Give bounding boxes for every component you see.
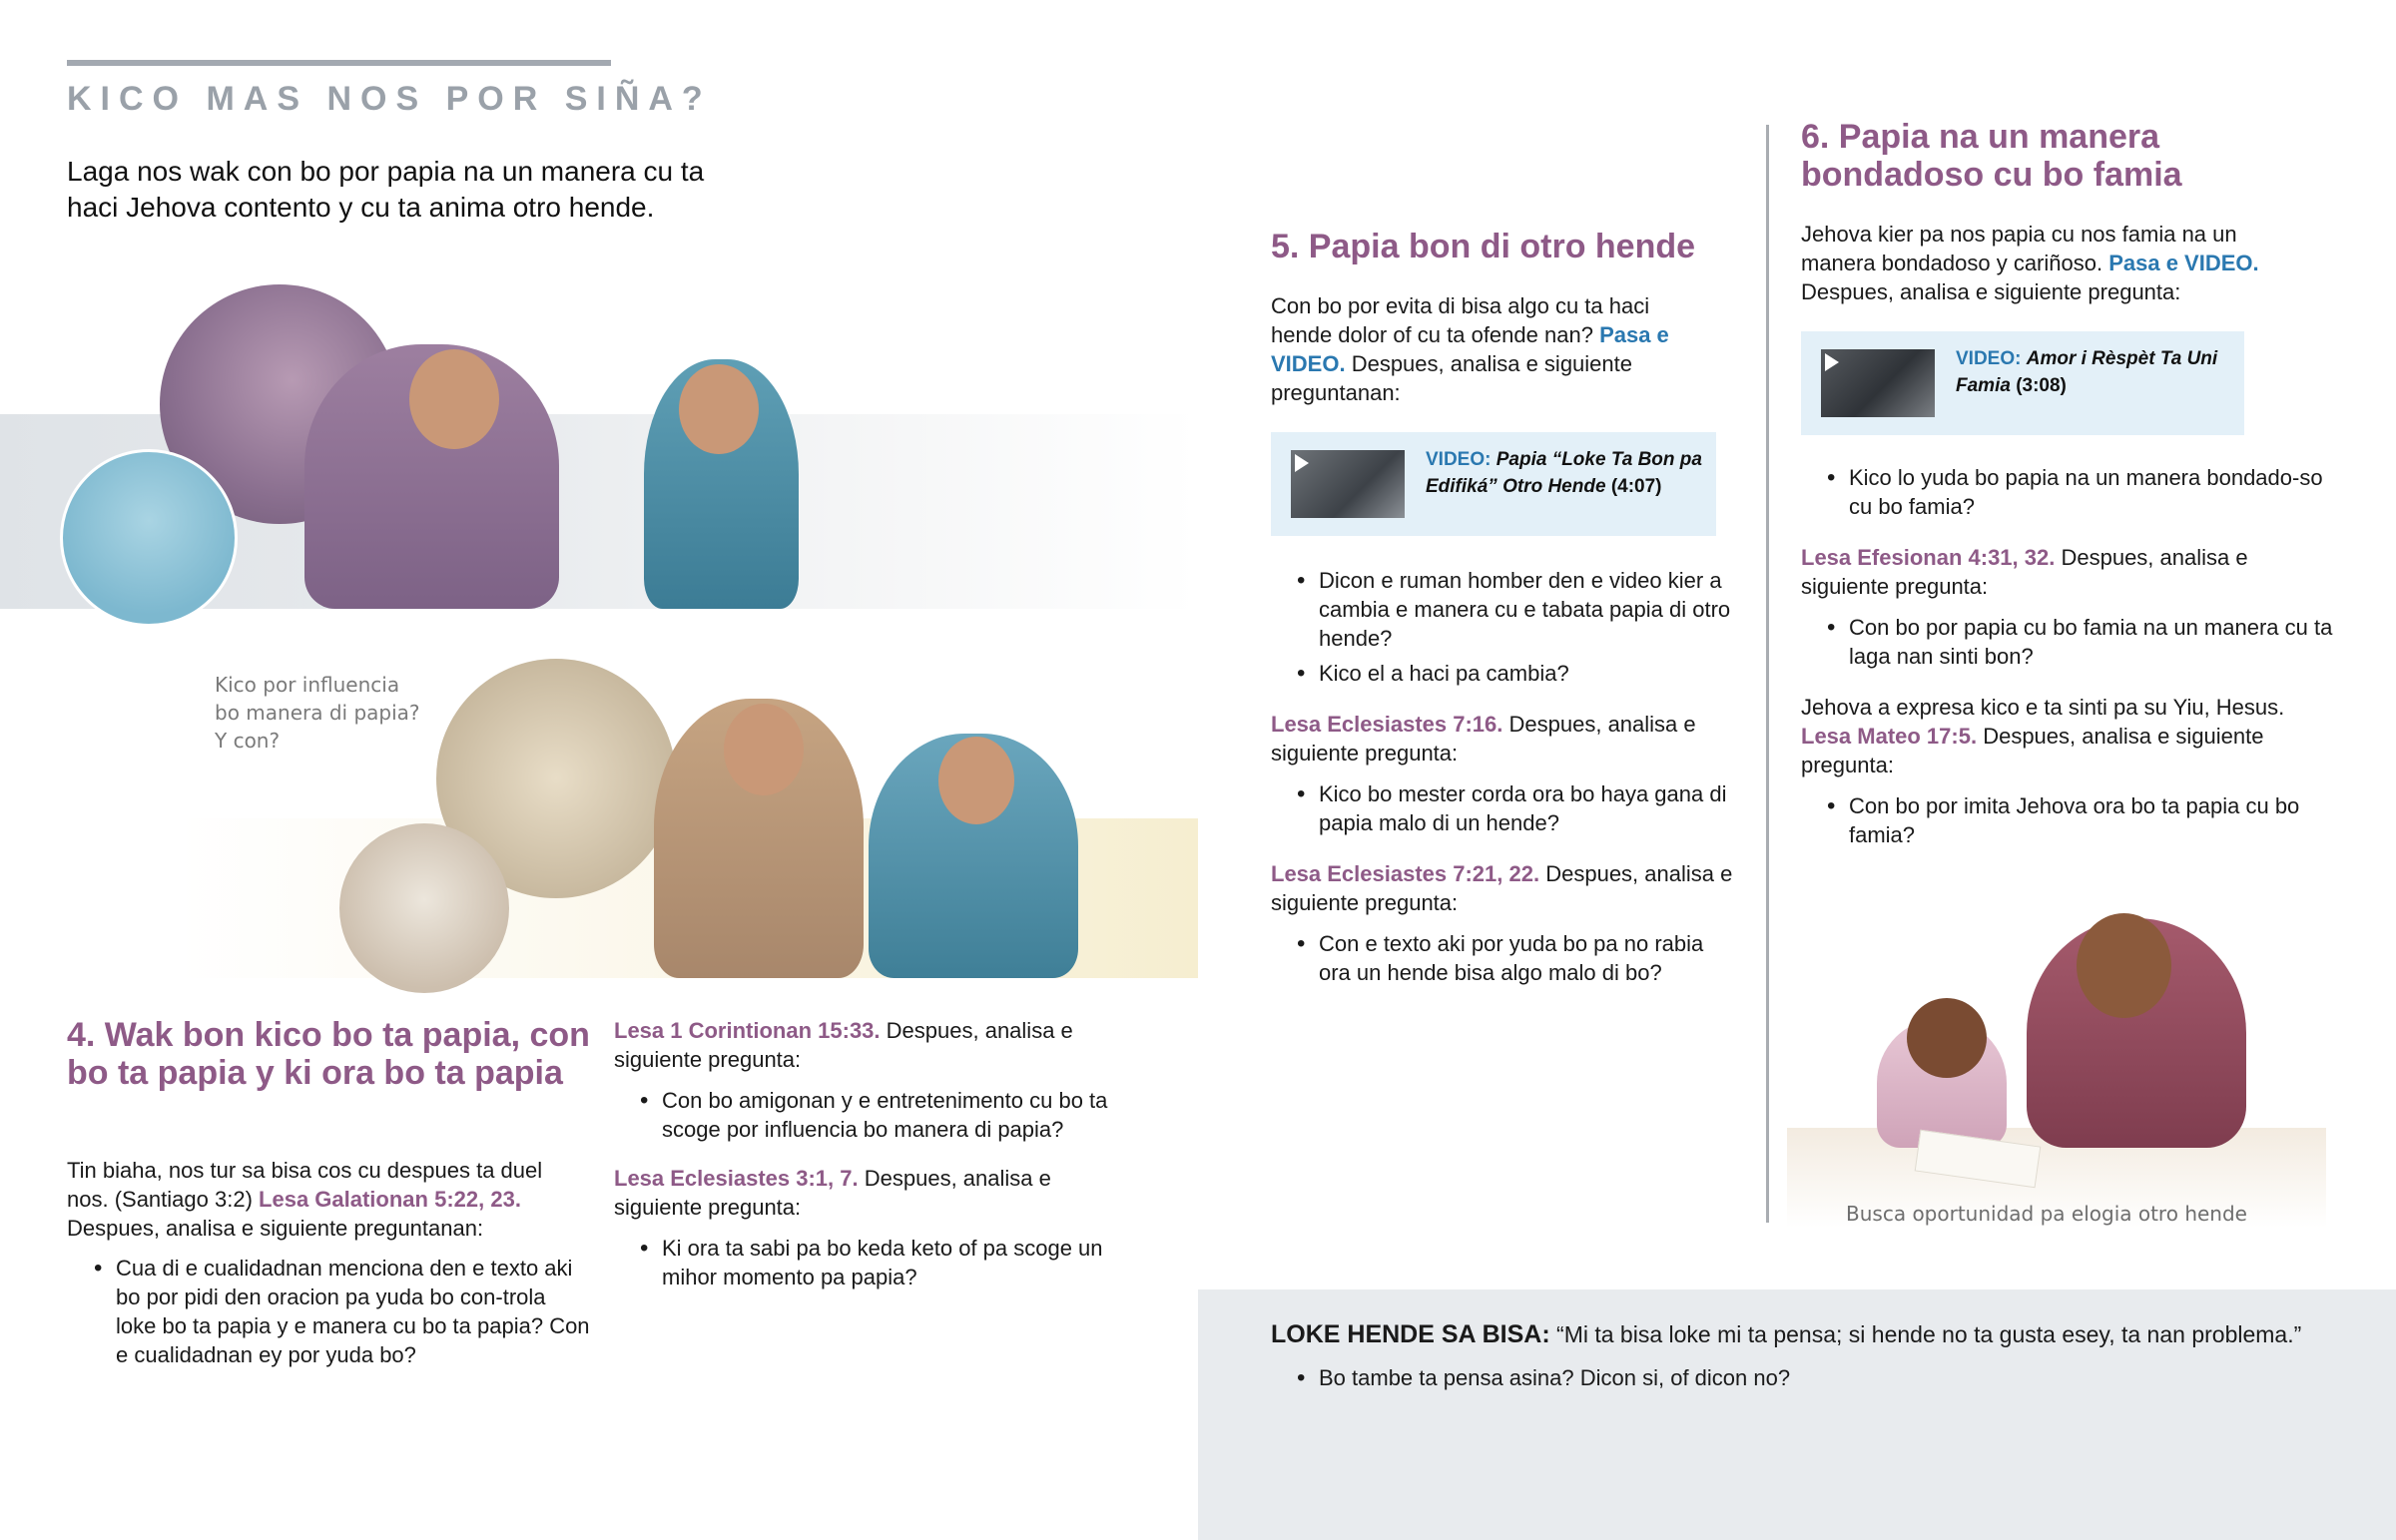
question-item: • Con e texto aki por yuda bo pa no rabia ora un hende bisa algo malo di bo? (1295, 929, 1740, 987)
column-divider (1766, 125, 1769, 1223)
illustration-caption-left (215, 671, 434, 755)
play-icon[interactable] (1825, 353, 1839, 371)
intro-text: Laga nos wak con bo por papia na un manera cu ta haci Jehova contento y cu ta anima otro hende. (67, 156, 705, 223)
section-5-intro-text: Con bo por evita di bisa algo cu ta haci hende dolor of cu ta ofende nan? (1271, 293, 1650, 347)
question-item: • Kico el a haci pa cambia? (1295, 659, 1740, 688)
video-thumbnail[interactable] (1291, 450, 1405, 518)
caption-line: Kico por influencia (215, 673, 400, 697)
scripture-link[interactable]: Lesa 1 Corintionan 15:33. (614, 1018, 881, 1043)
video-title: Papia “Loke Ta Bon pa Edifiká” Otro Hende (1426, 449, 1702, 497)
section-6-intro (1801, 220, 2290, 306)
quote-label: LOKE HENDE SA BISA: (1271, 1320, 1550, 1348)
listening-woman-head (679, 364, 759, 454)
reading-instruction: Despues, analisa e siguiente pregunta: (1801, 545, 2248, 599)
scripture-link[interactable]: Lesa Eclesiastes 7:21, 22. (1271, 861, 1540, 886)
reading-instruction: Despues, analisa e siguiente pregunta: (1271, 861, 1733, 915)
reading-block (1801, 693, 2340, 849)
reading-instruction: Despues, analisa e siguiente pregunta: (1801, 724, 2264, 777)
illustration-caption-right: Busca oportunidad pa elogia otro hende (1846, 1202, 2247, 1226)
reading-block (1801, 543, 2340, 671)
section-4-intro-text: Tin biaha, nos tur sa bisa cos cu despues ta duel nos. (Santiago 3:2) (67, 1158, 543, 1212)
section-5-intro-after: Despues, analisa e siguiente preguntanan: (1271, 351, 1632, 405)
video-thumbnail[interactable] (1821, 349, 1935, 417)
question-item: • Dicon e ruman homber den e video kier a cambia e manera cu e tabata papia di otro hende? (1295, 566, 1740, 653)
mother-head (2077, 913, 2171, 1018)
question-list (1825, 463, 2340, 521)
question-list (1825, 613, 2340, 671)
reading-bible-bubble-image (339, 823, 509, 993)
question-item: • Cua di e cualidadnan menciona den e texto aki bo por pidi den oracion pa yuda bo con-trola loke bo ta papia y e manera cu bo ta papia? Con e cualidadnan ey por yuda bo? (92, 1254, 591, 1369)
question-item: • Con bo por imita Jehova ora bo ta papia cu bo famia? (1825, 791, 2340, 849)
top-rule (67, 60, 611, 66)
reading-instruction: Despues, analisa e siguiente pregunta: (614, 1018, 1073, 1072)
section-6-body (1801, 463, 2340, 849)
question-item: • Bo tambe ta pensa asina? Dicon si, of dicon no? (1295, 1363, 2193, 1392)
scripture-link[interactable]: Lesa Eclesiastes 3:1, 7. (614, 1166, 859, 1191)
video-duration: (3:08) (2016, 375, 2067, 396)
video-caption (1426, 446, 1705, 500)
video-duration: (4:07) (1610, 476, 1662, 497)
question-list (1295, 566, 1740, 688)
quote-text: “Mi ta bisa loke mi ta pensa; si hende no ta gusta esey, ta nan problema.” (1556, 1321, 2302, 1347)
video-label: VIDEO: (1426, 449, 1492, 470)
section-4-intro (67, 1156, 586, 1243)
common-saying (1271, 1319, 2349, 1349)
quote-question-list (1295, 1363, 2193, 1392)
question-item: • Kico bo mester corda ora bo haya gana di papia malo di un hende? (1295, 779, 1740, 837)
kind-man-head (724, 704, 804, 795)
reading-block (614, 1016, 1133, 1144)
child-head (1907, 998, 1987, 1078)
video-title: Amor i Rèspèt Ta Uni Famia (1956, 348, 2218, 396)
question-item: • Con bo amigonan y e entretenimento cu bo ta scoge por influencia bo manera di papia? (638, 1086, 1133, 1144)
section-4-intro-after: Despues, analisa e siguiente preguntanan: (67, 1216, 484, 1241)
question-list (638, 1086, 1133, 1144)
reading-block (1271, 710, 1740, 837)
question-item: • Kico lo yuda bo papia na un manera bondado-so cu bo famia? (1825, 463, 2340, 521)
caption-line: bo manera di papia? (215, 701, 420, 725)
question-item: • Con bo por papia cu bo famia na un manera cu ta laga nan sinti bon? (1825, 613, 2340, 671)
section-5-intro (1271, 291, 1710, 407)
question-list (638, 1234, 1133, 1291)
section-6-title: 6. Papia na un manera bondadoso cu bo famia (1801, 118, 2182, 194)
section-kicker: KICO MAS NOS POR SIÑA? (67, 80, 712, 118)
scripture-link[interactable]: Lesa Efesionan 4:31, 32. (1801, 545, 2056, 570)
play-video-link[interactable]: Pasa e VIDEO. (2108, 251, 2259, 275)
headphones-bubble-image (60, 449, 238, 627)
reading-block (1271, 859, 1740, 987)
video-caption (1956, 345, 2235, 399)
section-5-title: 5. Papia bon di otro hende (1271, 228, 1696, 265)
section-4-column-2 (614, 1016, 1133, 1311)
question-list (1295, 929, 1740, 987)
section-4-title: 4. Wak bon kico bo ta papia, con bo ta papia y ki ora bo ta papia (67, 1016, 590, 1092)
reading-context: Jehova a expresa kico e ta sinti pa su Yiu, Hesus. (1801, 695, 2285, 720)
video-card[interactable] (1801, 331, 2244, 435)
video-label: VIDEO: (1956, 348, 2022, 369)
scripture-link[interactable]: Lesa Eclesiastes 7:16. (1271, 712, 1503, 737)
caption-line: Y con? (215, 729, 281, 753)
kind-woman-head (938, 737, 1014, 824)
question-list (1295, 779, 1740, 837)
play-icon[interactable] (1295, 454, 1309, 472)
section-6-intro-after: Despues, analisa e siguiente pregunta: (1801, 279, 2181, 304)
question-list (1825, 791, 2340, 849)
scripture-link[interactable]: Lesa Galationan 5:22, 23. (259, 1187, 521, 1212)
section-5-body (1271, 566, 1740, 987)
question-item: • Ki ora ta sabi pa bo keda keto of pa scoge un mihor momento pa papia? (638, 1234, 1133, 1291)
reading-block (614, 1164, 1133, 1291)
scripture-link[interactable]: Lesa Mateo 17:5. (1801, 724, 1978, 749)
play-video-link[interactable]: Pasa e VIDEO. (1271, 322, 1669, 376)
section-4-question-list (92, 1254, 591, 1369)
arguing-man-head (409, 349, 499, 449)
section-6-intro-text: Jehova kier pa nos papia cu nos famia na un manera bondadoso y cariñoso. (1801, 222, 2237, 275)
reading-instruction: Despues, analisa e siguiente pregunta: (1271, 712, 1696, 766)
video-card[interactable] (1271, 432, 1716, 536)
reading-instruction: Despues, analisa e siguiente pregunta: (614, 1166, 1051, 1220)
